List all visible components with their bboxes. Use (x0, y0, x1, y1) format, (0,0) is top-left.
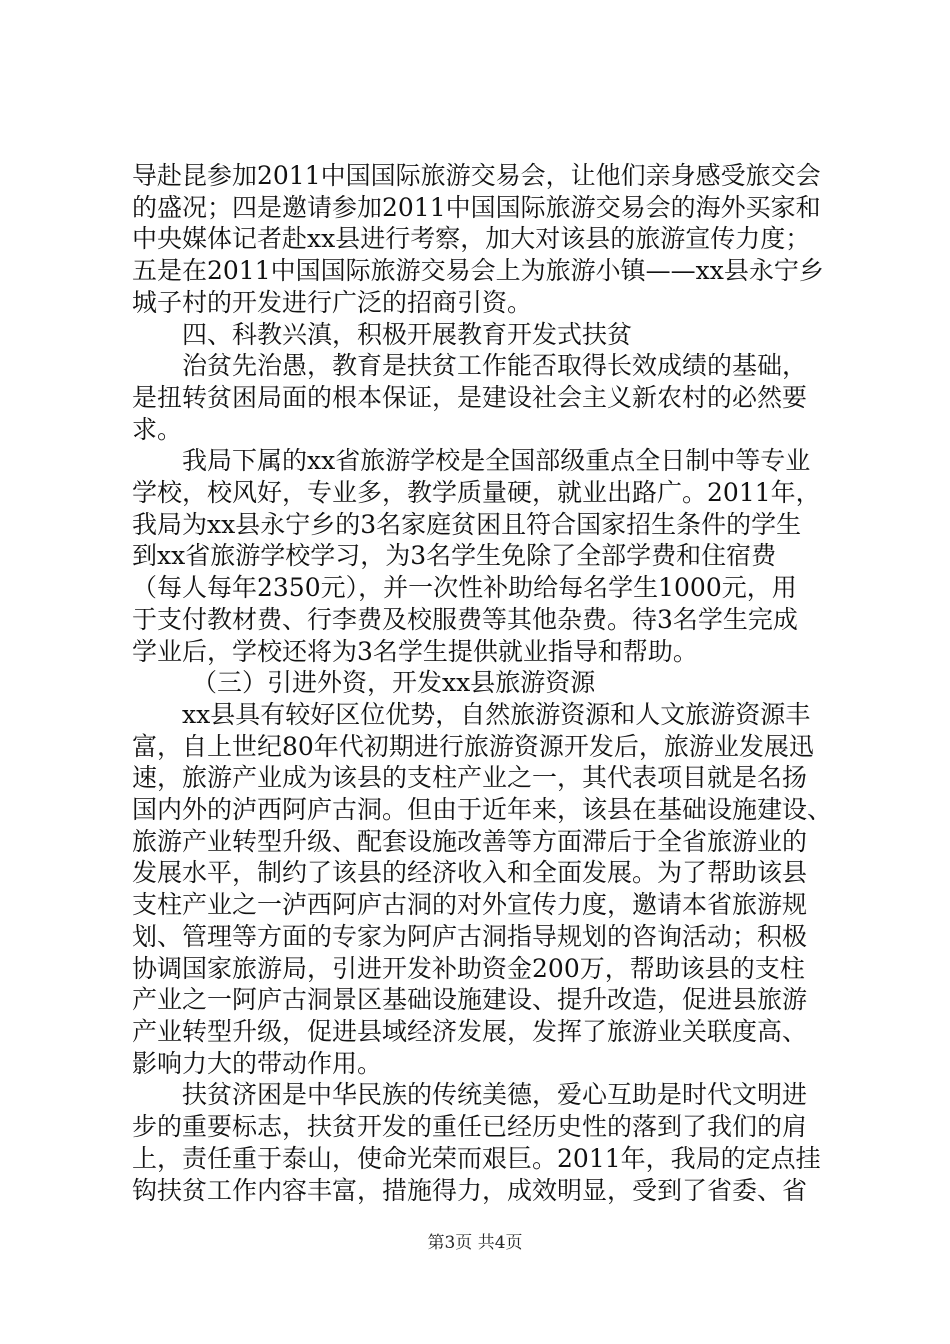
text-line: 导赴昆参加2011中国国际旅游交易会，让他们亲身感受旅交会 (132, 161, 821, 190)
text-line: 支柱产业之一泸西阿庐古洞的对外宣传力度，邀请本省旅游规 (132, 890, 808, 920)
text-line: 中央媒体记者赴xx县进行考察，加大对该县的旅游宣传力度； (132, 224, 811, 254)
text-line: 的盛况；四是邀请参加2011中国国际旅游交易会的海外买家和 (132, 192, 821, 222)
text-line: xx县具有较好区位优势，自然旅游资源和人文旅游资源丰 (182, 699, 811, 729)
page-footer: 第3页 共4页 (427, 1233, 523, 1253)
text-line: 五是在2011中国国际旅游交易会上为旅游小镇——xx县永宁乡 (132, 256, 824, 286)
text-line: 于支付教材费、行李费及校服费等其他杂费。待3名学生完成 (132, 604, 798, 634)
text-line: 求。 (132, 414, 183, 444)
text-line: 学校，校风好，专业多，教学质量硬，就业出路广。2011年， (132, 478, 821, 508)
text-line: 四、科教兴滇，积极开展教育开发式扶贫 (182, 319, 633, 349)
text-line: 产业转型升级，促进县域经济发展，发挥了旅游业关联度高、 (132, 1016, 808, 1046)
text-line: （每人每年2350元），并一次性补助给每名学生1000元，用 (132, 573, 797, 603)
text-line: 速，旅游产业成为该县的支柱产业之一，其代表项目就是名扬 (132, 763, 808, 793)
text-line: 钩扶贫工作内容丰富，措施得力，成效明显，受到了省委、省 (132, 1175, 808, 1205)
text-line: 学业后，学校还将为3名学生提供就业指导和帮助。 (132, 636, 698, 666)
text-line: 城子村的开发进行广泛的招商引资。 (132, 287, 533, 317)
text-line: 上，责任重于泰山，使命光荣而艰巨。2011年，我局的定点挂 (132, 1143, 821, 1173)
text-line: 产业之一阿庐古洞景区基础设施建设、提升改造，促进县旅游 (132, 985, 808, 1015)
text-line: 治贫先治愚，教育是扶贫工作能否取得长效成绩的基础， (182, 351, 808, 381)
text-line: 是扭转贫困局面的根本保证，是建设社会主义新农村的必然要 (132, 382, 808, 412)
text-line: 协调国家旅游局，引进开发补助资金200万，帮助该县的支柱 (132, 953, 805, 983)
document-body (132, 160, 832, 1206)
text-line: 扶贫济困是中华民族的传统美德，爱心互助是时代文明进 (182, 1080, 808, 1110)
text-line: 我局为xx县永宁乡的3名家庭贫困且符合国家招生条件的学生 (132, 509, 802, 539)
text-line: 划、管理等方面的专家为阿庐古洞指导规划的咨询活动；积极 (132, 921, 808, 951)
text-line: 旅游产业转型升级、配套设施改善等方面滞后于全省旅游业的 (132, 826, 808, 856)
text-line: 我局下属的xx省旅游学校是全国部级重点全日制中等专业 (182, 446, 811, 476)
text-line: （三）引进外资，开发xx县旅游资源 (192, 668, 596, 698)
text-line: 富，自上世纪80年代初期进行旅游资源开发后，旅游业发展迅 (132, 731, 814, 761)
text-line: 国内外的泸西阿庐古洞。但由于近年来，该县在基础设施建设、 (132, 795, 833, 825)
text-line: 发展水平，制约了该县的经济收入和全面发展。为了帮助该县 (132, 858, 808, 888)
text-line: 影响力大的带动作用。 (132, 1048, 383, 1078)
text-line: 步的重要标志，扶贫开发的重任已经历史性的落到了我们的肩 (132, 1112, 808, 1142)
text-line: 到xx省旅游学校学习，为3名学生免除了全部学费和住宿费 (132, 541, 777, 571)
